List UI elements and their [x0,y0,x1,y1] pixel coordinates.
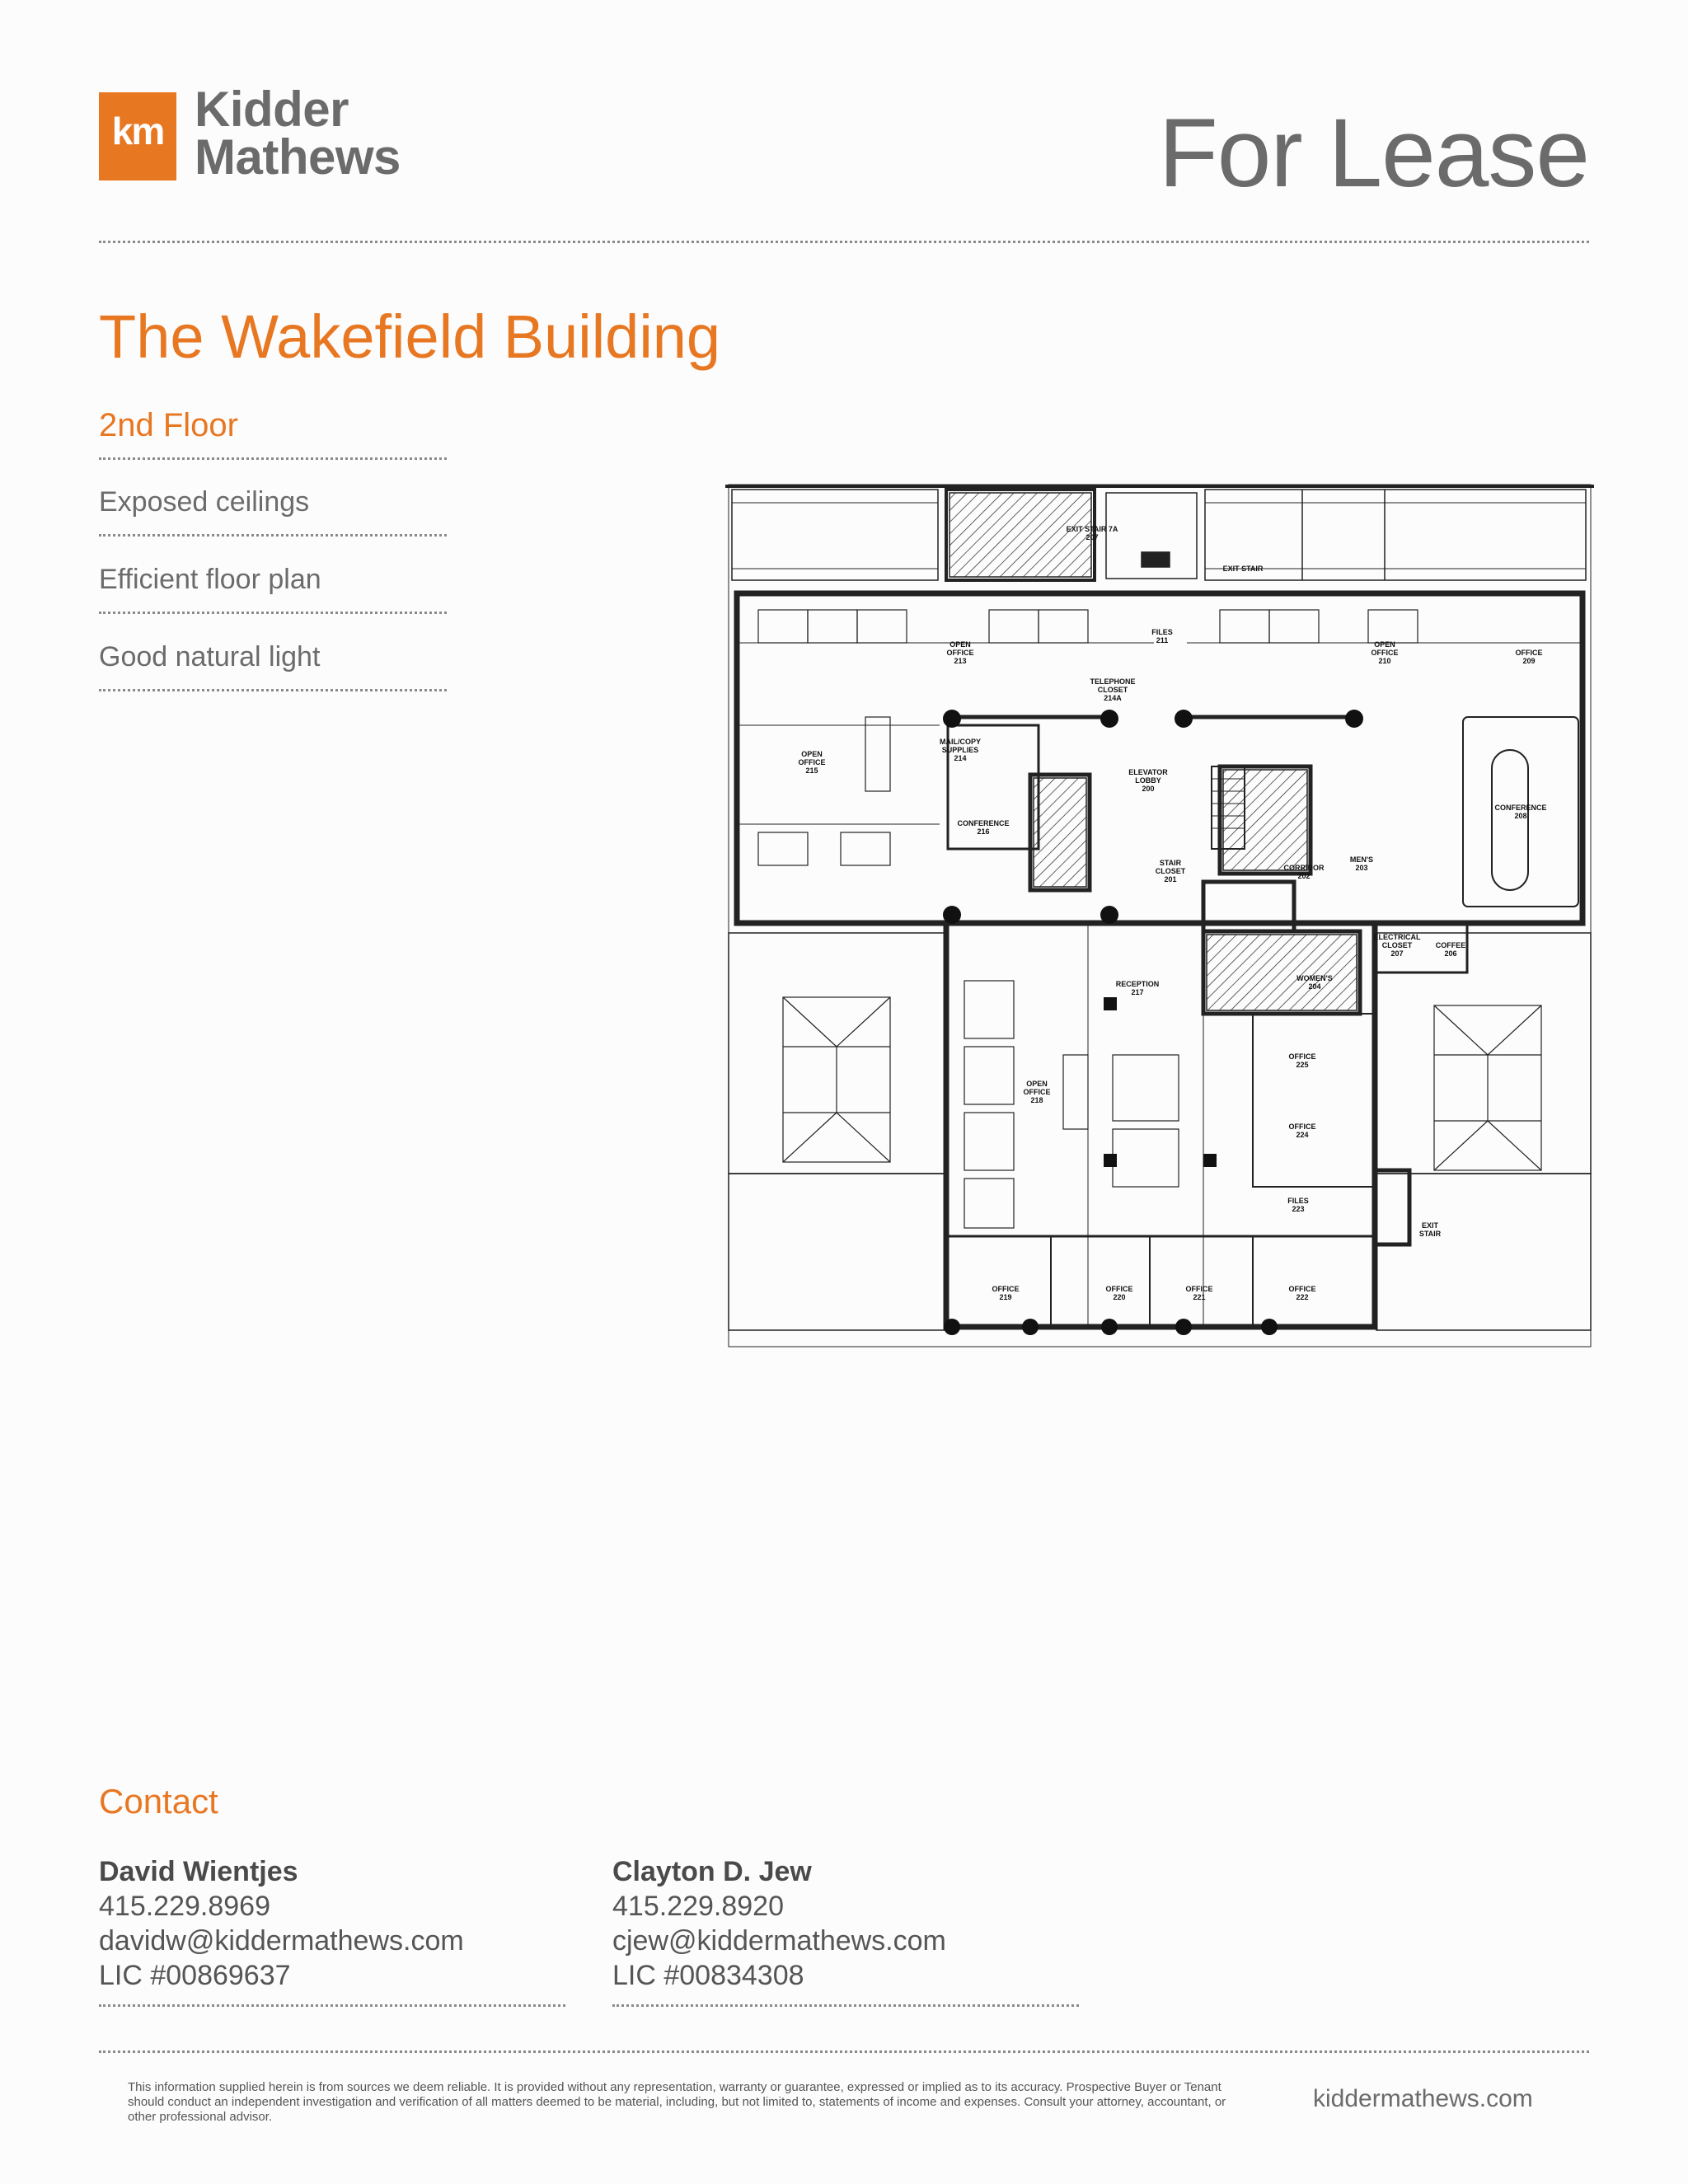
feature-item: Good natural light [99,641,321,673]
header-divider [99,241,1589,243]
contact-phone[interactable]: 415.229.8969 [99,1891,270,1922]
exit-stair-bottom-label: EXIT STAIR [1418,1221,1442,1238]
room-label-222: OFFICE 222 [1288,1285,1316,1301]
room-label-221: OFFICE 221 [1185,1285,1213,1301]
floor-label: 2nd Floor [99,407,238,443]
brand-logo-line1: Kidder [195,82,349,137]
contact-card [99,1854,464,1993]
brand-logo-mark [99,92,176,180]
contact-license: LIC #00834308 [612,1960,804,1991]
floor-divider [99,457,447,460]
room-label-204: WOMEN'S 204 [1296,974,1333,991]
room-label-210: OPEN OFFICE 210 [1371,640,1399,665]
contact-divider [99,2004,565,2007]
room-label-207: ELECTRICAL CLOSET 207 [1373,933,1421,958]
room-label-216: CONFERENCE 216 [957,819,1010,836]
room-label-202: CORRIDOR 202 [1283,864,1325,880]
room-label-200: ELEVATOR LOBBY 200 [1128,768,1168,793]
room-label-219: OFFICE 219 [992,1285,1020,1301]
room-label-211: FILES 211 [1151,628,1173,644]
contact-phone[interactable]: 415.229.8920 [612,1891,784,1922]
contact-heading: Contact [99,1782,218,1821]
feature-divider [99,534,447,537]
room-label-218: OPEN OFFICE 218 [1023,1080,1051,1104]
room-label-215: OPEN OFFICE 215 [798,750,826,775]
feature-item: Exposed ceilings [99,486,310,518]
contact-name: Clayton D. Jew [612,1856,812,1887]
feature-item: Efficient floor plan [99,564,321,595]
contact-name: David Wientjes [99,1856,298,1887]
room-label-225: OFFICE 225 [1288,1052,1316,1069]
contact-email[interactable]: davidw@kiddermathews.com [99,1925,464,1957]
feature-divider [99,612,447,614]
footer-divider [99,2050,1589,2053]
brand-logo-line2: Mathews [195,129,401,185]
contact-card [612,1854,946,1993]
brand-logo-mark-text: km [111,110,164,152]
building-title: The Wakefield Building [99,302,721,371]
room-label-214a: TELEPHONE CLOSET 214A [1090,677,1136,702]
room-label-206: COFFEE 206 [1435,941,1466,958]
brand-logo-wordmark [195,82,401,185]
contact-email[interactable]: cjew@kiddermathews.com [612,1925,946,1957]
room-label-224: OFFICE 224 [1288,1122,1316,1139]
floor-plan-drawing [725,478,1594,1350]
contact-license: LIC #00869637 [99,1960,291,1991]
room-label-220: OFFICE 220 [1105,1285,1133,1301]
contact-divider [612,2004,1079,2007]
room-label-213: OPEN OFFICE 213 [946,640,974,665]
room-label-223: FILES 223 [1287,1197,1309,1213]
room-label-201: STAIR CLOSET 201 [1155,859,1186,883]
exit-stair-right-label: EXIT STAIR [1222,565,1264,573]
listing-type-heading: For Lease [1158,99,1589,208]
room-label-217: RECEPTION 217 [1115,980,1160,996]
legal-disclaimer: This information supplied herein is from sources we deem reliable. It is provided without any representation, warranty or guarantee, expressed or implied as to its accuracy. Prospective Buyer or Tenant should conduct an independent investigation and verification of all matters deemed to be material, including, but not limited to, statements of income and expenses. Consult your attorney, accountant, or other professional advisor. [128,2080,1226,2124]
exit-stair-top-label: EXIT STAIR 7A 207 [1066,525,1118,541]
website-link[interactable]: kiddermathews.com [1313,2085,1533,2112]
room-label-214: MAIL/COPY SUPPLIES 214 [939,738,982,762]
room-label-208: CONFERENCE 208 [1494,804,1547,820]
feature-divider [99,689,447,691]
room-label-209: OFFICE 209 [1515,649,1543,665]
room-label-203: MEN'S 203 [1349,855,1374,872]
